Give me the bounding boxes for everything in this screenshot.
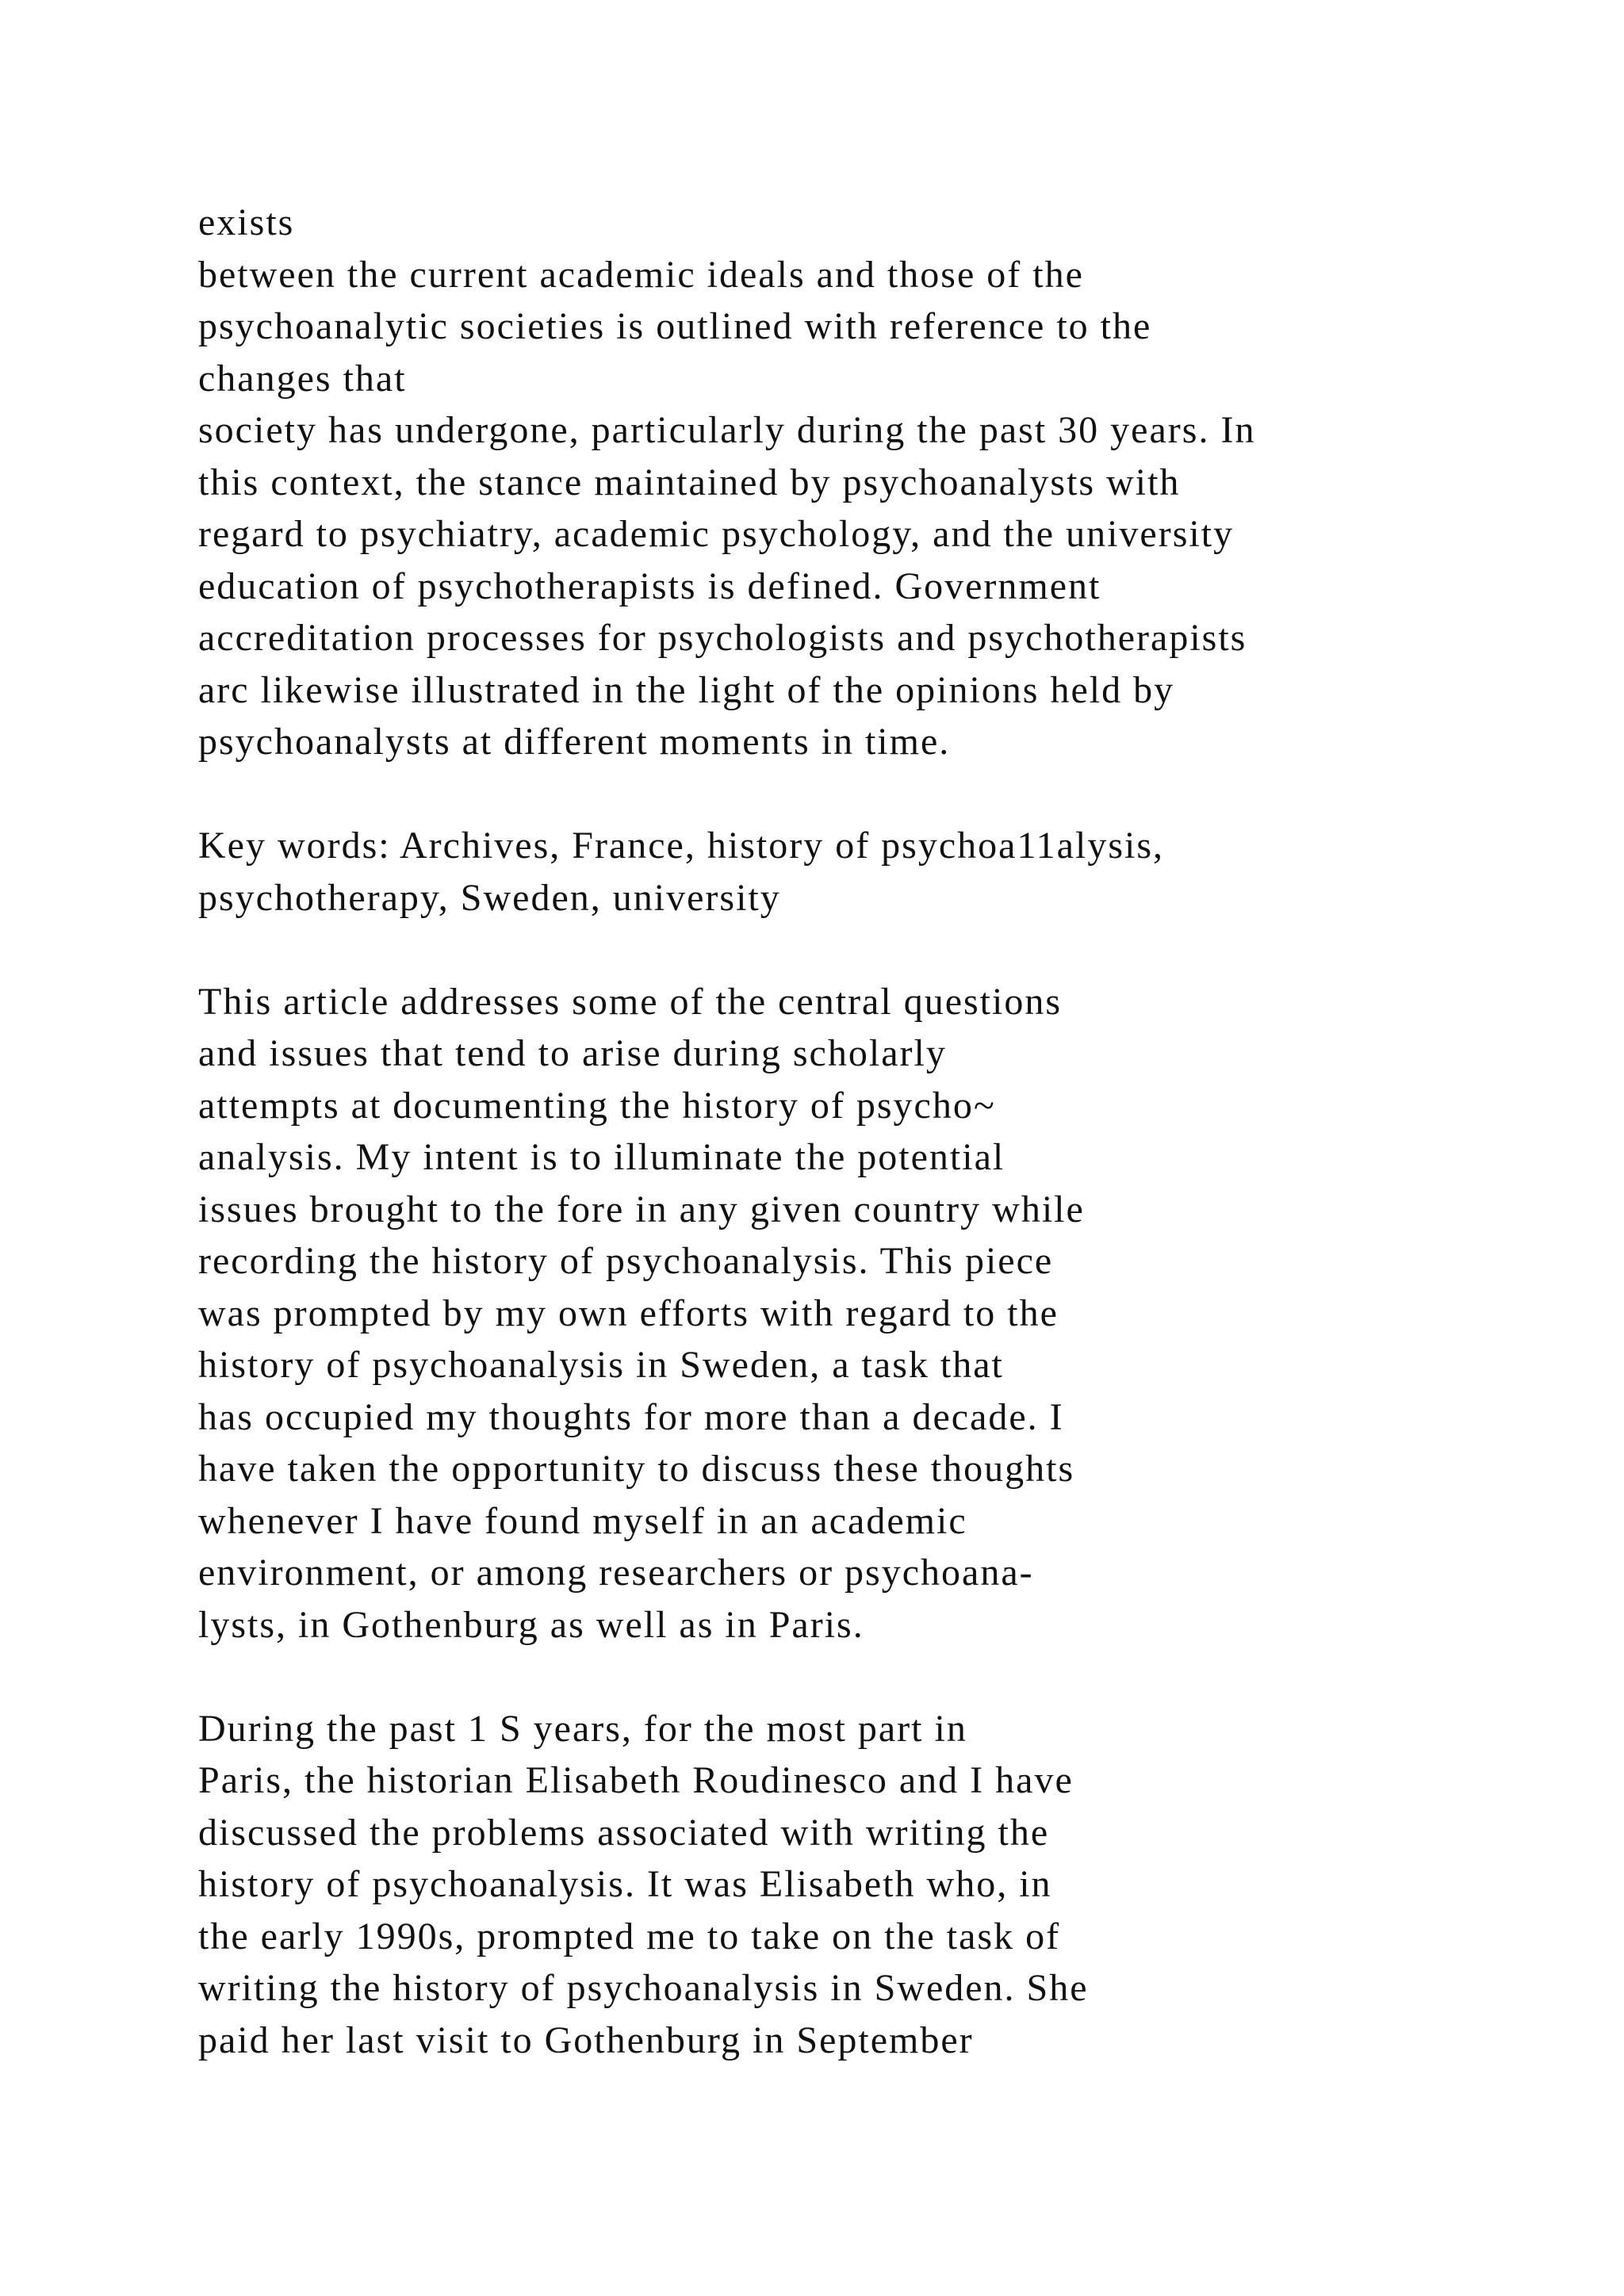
text-line: accreditation processes for psychologists and psychotherapists bbox=[198, 617, 1247, 659]
text-line: During the past 1 S years, for the most part in bbox=[198, 1707, 967, 1750]
text-line: analysis. My intent is to illuminate the potential bbox=[198, 1136, 1005, 1178]
text-line: history of psychoanalysis. It was Elisabeth who, in bbox=[198, 1863, 1052, 1905]
abstract-paragraph bbox=[198, 197, 1594, 768]
text-line: Key words: Archives, France, history of psychoa11alysis, bbox=[198, 825, 1165, 867]
text-line: exists bbox=[198, 201, 295, 243]
text-line: history of psychoanalysis in Sweden, a task that bbox=[198, 1344, 1004, 1386]
document-page bbox=[198, 197, 1594, 2066]
text-line: was prompted by my own efforts with regard to the bbox=[198, 1292, 1059, 1334]
text-line: and issues that tend to arise during scholarly bbox=[198, 1032, 947, 1074]
text-line: psychoanalysts at different moments in time. bbox=[198, 721, 951, 763]
text-line: society has undergone, particularly during the past 30 years. In bbox=[198, 409, 1256, 451]
text-line: This article addresses some of the central questions bbox=[198, 980, 1063, 1023]
text-line: between the current academic ideals and those of the bbox=[198, 253, 1084, 296]
text-line: attempts at documenting the history of psycho~ bbox=[198, 1084, 996, 1127]
text-line: writing the history of psychoanalysis in Sweden. She bbox=[198, 1967, 1089, 2009]
paragraph-gap bbox=[198, 1651, 1594, 1703]
text-line: issues brought to the fore in any given country while bbox=[198, 1188, 1085, 1230]
text-line: discussed the problems associated with writing the bbox=[198, 1811, 1050, 1854]
text-line: environment, or among researchers or psychoana- bbox=[198, 1552, 1034, 1594]
text-line: have taken the opportunity to discuss these thoughts bbox=[198, 1448, 1075, 1490]
text-line: paid her last visit to Gothenburg in September bbox=[198, 2019, 974, 2061]
text-line: psychotherapy, Sweden, university bbox=[198, 876, 781, 919]
text-line: Paris, the historian Elisabeth Roudinesco and I have bbox=[198, 1759, 1074, 1801]
text-line: arc likewise illustrated in the light of the opinions held by bbox=[198, 668, 1175, 711]
text-line: regard to psychiatry, academic psychology, and the university bbox=[198, 513, 1235, 555]
intro-paragraph bbox=[198, 976, 1594, 1651]
text-line: changes that bbox=[198, 357, 407, 400]
paragraph-gap bbox=[198, 924, 1594, 976]
paragraph-gap bbox=[198, 768, 1594, 821]
text-line: psychoanalytic societies is outlined with reference to the bbox=[198, 305, 1152, 347]
text-line: this context, the stance maintained by psychoanalysts with bbox=[198, 461, 1181, 503]
text-line: education of psychotherapists is defined. Government bbox=[198, 564, 1101, 607]
text-line: recording the history of psychoanalysis. This piece bbox=[198, 1240, 1054, 1282]
keywords-paragraph bbox=[198, 820, 1594, 924]
text-line: whenever I have found myself in an academic bbox=[198, 1499, 967, 1542]
text-line: has occupied my thoughts for more than a decade. I bbox=[198, 1395, 1064, 1438]
roudinesco-paragraph bbox=[198, 1703, 1594, 2067]
text-line: lysts, in Gothenburg as well as in Paris. bbox=[198, 1603, 864, 1646]
text-line: the early 1990s, prompted me to take on the task of bbox=[198, 1915, 1061, 1957]
